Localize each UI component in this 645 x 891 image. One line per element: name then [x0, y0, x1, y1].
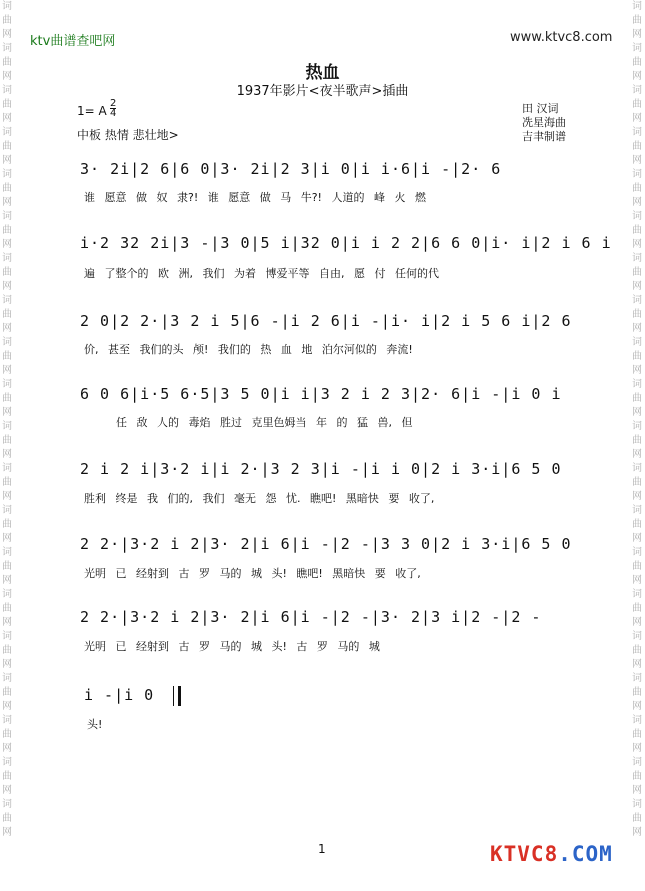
notation-line-3: 2 0|2 2·|3 2 i 5|6 -|i 2 6|i -|i· i|2 i 5 6 i|2 6	[80, 312, 572, 330]
site-name-link[interactable]: ktv曲谱查吧网	[30, 34, 116, 49]
song-title: 热血	[305, 63, 340, 83]
key-signature: 1= A	[77, 104, 107, 118]
notation-line-6: 2 2·|3·2 i 2|3· 2|i 6|i -|2 -|3 3 0|2 i 3·i|6 5 0	[80, 535, 572, 553]
lyricist-credit: 田 汉词	[522, 102, 559, 115]
lyrics-line-7: 光明 已 经射到 古 罗 马的 城 头! 古 罗 马的 城	[84, 640, 380, 653]
song-subtitle: 1937年影片<夜半歌声>插曲	[236, 84, 409, 99]
notation-line-4: 6 0 6|i·5 6·5|3 5 0|i i|3 2 i 2 3|2· 6|i -|i 0 i	[80, 385, 562, 403]
notation-line-2: i·2 32 2i|3 -|3 0|5 i|32 0|i i 2 2|6 6 0|i· i|2 i 6 i	[80, 234, 612, 252]
time-sig-bottom: 4	[110, 108, 117, 119]
watermark-stripe-left: 词曲网词曲网词曲网词曲网词曲网词曲网词曲网词曲网词曲网词曲网词曲网词曲网词曲网词曲网词曲网词曲网词曲网词曲网词曲网词曲网	[2, 1, 12, 838]
watermark-stripe-right: 词曲网词曲网词曲网词曲网词曲网词曲网词曲网词曲网词曲网词曲网词曲网词曲网词曲网词曲网词曲网词曲网词曲网词曲网词曲网词曲网	[632, 1, 642, 838]
notation-line-1: 3· 2i|2 6|6 0|3· 2i|2 3|i 0|i i·6|i -|2· 6	[80, 160, 502, 178]
lyrics-line-1: 谁 愿意 做 奴 隶?! 谁 愿意 做 马 牛?! 人道的 峰 火 燃	[84, 191, 426, 204]
logo-text-domain: .COM	[558, 842, 613, 866]
final-barline	[173, 686, 181, 706]
site-logo	[490, 842, 613, 866]
time-sig-top: 2	[110, 98, 117, 109]
tempo-marking: 中板 热情 悲壮地>	[77, 128, 179, 142]
notation-line-5: 2 i 2 i|3·2 i|i 2·|3 2 3|i -|i i 0|2 i 3·i|6 5 0	[80, 460, 562, 478]
time-signature	[110, 99, 116, 118]
lyrics-line-6: 光明 已 经射到 古 罗 马的 城 头! 瞧吧! 黑暗快 要 收了,	[84, 567, 421, 580]
lyrics-line-2: 遍 了整个的 欧 洲, 我们 为着 博爱平等 自由, 愿 付 任何的代	[84, 267, 439, 280]
lyrics-line-8: 头!	[87, 718, 103, 731]
site-url-link[interactable]: www.ktvc8.com	[510, 30, 613, 45]
page-number: 1	[318, 842, 326, 856]
logo-text-main: KTVC8	[490, 842, 559, 866]
lyrics-line-3: 价, 甚至 我们的头 颅! 我们的 热 血 地 泊尔河似的 奔流!	[84, 343, 413, 356]
lyrics-line-4: 任 敌 人的 毒焰 胜过 克里色姆当 年 的 猛 兽, 但	[116, 416, 413, 429]
composer-credit: 冼星海曲	[522, 116, 566, 129]
notation-line-7: 2 2·|3·2 i 2|3· 2|i 6|i -|2 -|3· 2|3 i|2 -|2 -	[80, 608, 542, 626]
transcriber-credit: 吉聿制谱	[522, 130, 566, 143]
lyrics-line-5: 胜利 终是 我 们的, 我们 毫无 怨 忧. 瞧吧! 黑暗快 要 收了,	[84, 492, 435, 505]
notation-line-8: i -|i 0	[84, 686, 155, 704]
